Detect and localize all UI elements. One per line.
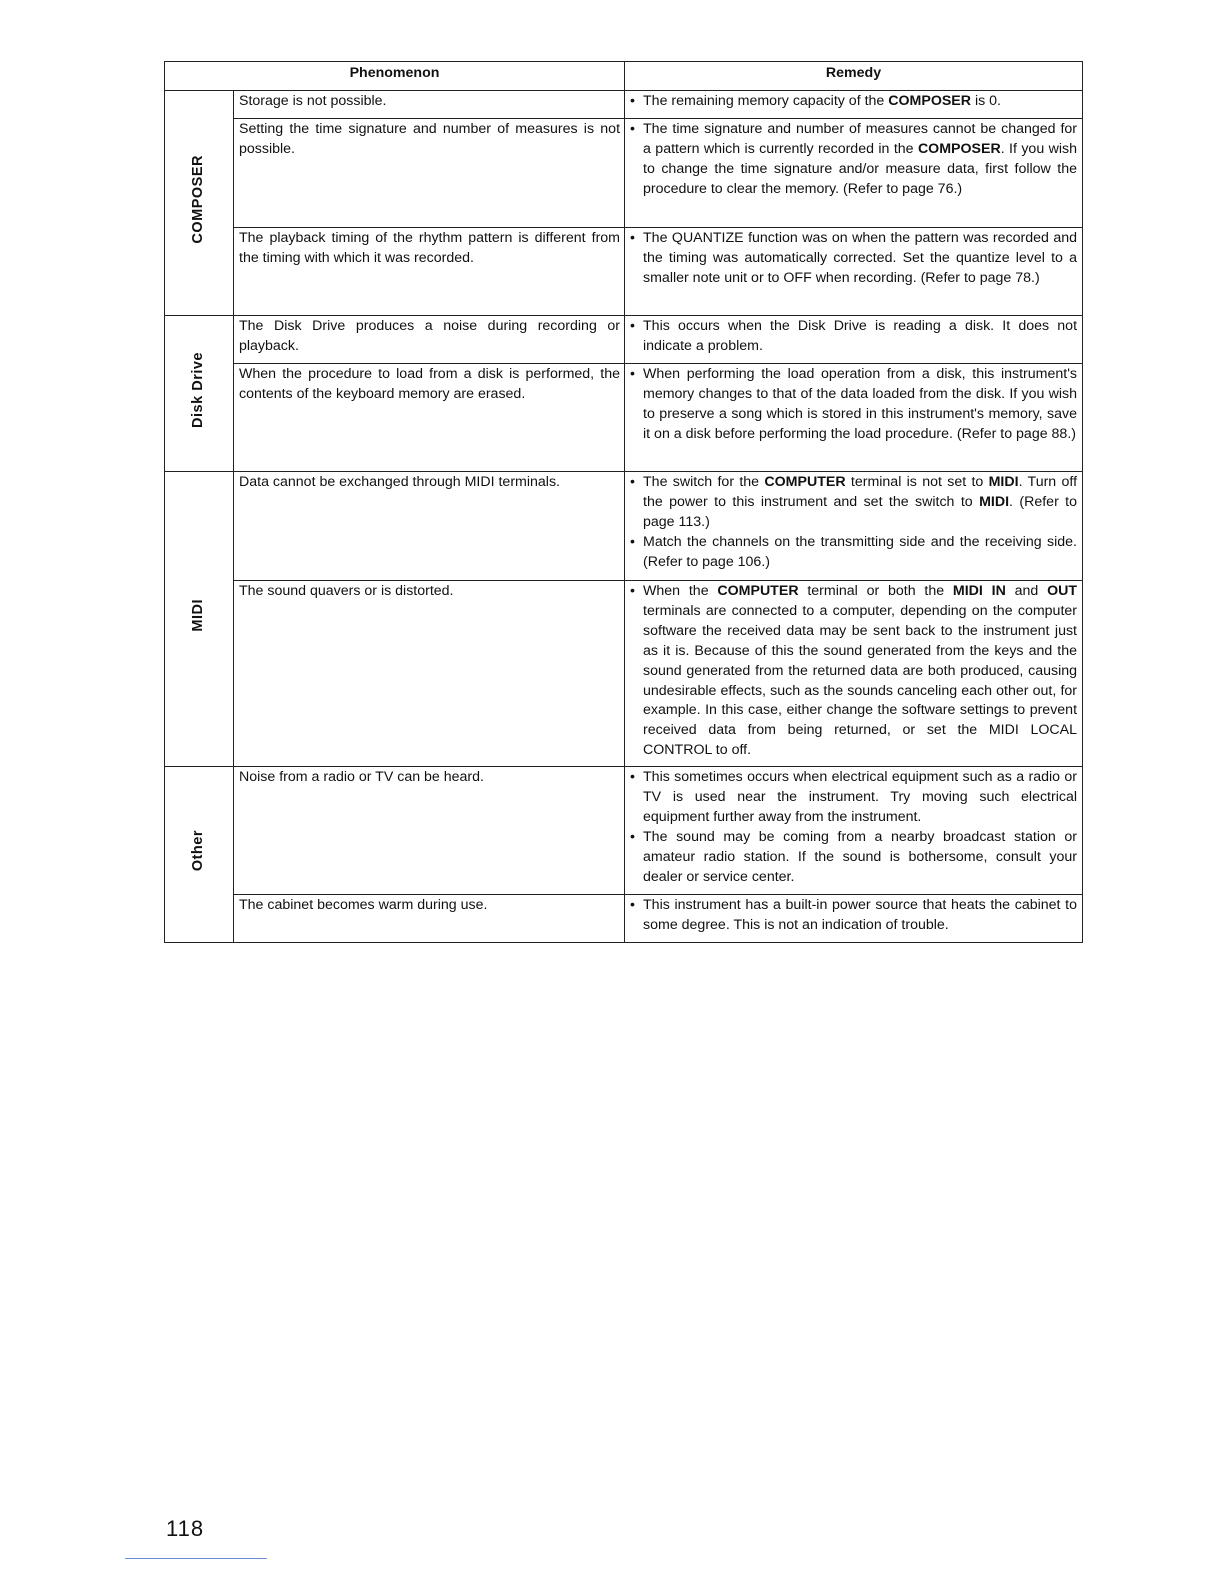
remedy-cell (625, 119, 1083, 228)
phenomenon-cell: The cabinet becomes warm during use. (234, 895, 625, 943)
text-run: This instrument has a built-in power source that heats the cabinet to some degree. This is not an indication of trouble. (643, 897, 1078, 933)
remedy-cell (625, 364, 1083, 472)
remedy-item (629, 473, 1077, 533)
remedy-item (629, 365, 1077, 445)
table-row (165, 581, 1083, 767)
table-row (165, 895, 1083, 943)
table-body (165, 91, 1083, 943)
remedy-cell (625, 228, 1083, 316)
text-run: terminal is not set to (845, 474, 989, 490)
text-run: Match the channels on the transmitting side and the receiving side. (Refer to page 106.) (643, 533, 1078, 570)
bold-term: COMPUTER (764, 474, 846, 490)
remedy-cell (625, 767, 1083, 895)
page-number: 118 (166, 1516, 205, 1541)
remedy-item (629, 92, 1077, 112)
category-cell-disk-drive (165, 316, 234, 472)
bold-term: MIDI (988, 474, 1019, 490)
text-run: is 0. (971, 93, 1001, 109)
table-row (165, 472, 1083, 581)
remedy-cell (625, 581, 1083, 767)
text-run: The remaining memory capacity of the (643, 93, 889, 109)
text-run: The switch for the (643, 474, 765, 490)
bold-term: MIDI (979, 493, 1010, 510)
category-label: Other (190, 830, 207, 872)
footer-rule (125, 1558, 267, 1559)
phenomenon-cell: Data cannot be exchanged through MIDI terminals. (234, 472, 625, 581)
phenomenon-cell: When the procedure to load from a disk is performed, the contents of the keyboard memory are erased. (234, 364, 625, 472)
phenomenon-header: Phenomenon (165, 62, 625, 91)
table-row (165, 316, 1083, 364)
remedy-cell (625, 472, 1083, 581)
text-run: . (Refer to page 113.) (643, 493, 1078, 530)
remedy-cell (625, 316, 1083, 364)
text-run: When the (643, 583, 718, 599)
text-run: . Turn off the power to this instrument and set the switch to (643, 474, 1078, 510)
bold-term: OUT (1047, 583, 1078, 599)
text-run: . If you wish to change the time signature and/or measure data, first follow the procedure to clear the memory. (Refer to page 76.) (643, 140, 1078, 197)
phenomenon-cell: The playback timing of the rhythm pattern is different from the timing with which it was recorded. (234, 228, 625, 316)
phenomenon-cell: The sound quavers or is distorted. (234, 581, 625, 767)
remedy-item (629, 768, 1077, 828)
remedy-item (629, 229, 1077, 289)
remedy-item (629, 317, 1077, 357)
bold-term: COMPOSER (888, 93, 972, 109)
category-cell-composer (165, 91, 234, 316)
header-row (165, 62, 1083, 91)
text-run: The sound may be coming from a nearby broadcast station or amateur radio station. If the sound is bothersome, consult your dealer or service center. (643, 828, 1078, 885)
troubleshooting-table (164, 61, 1083, 943)
category-label: MIDI (190, 599, 207, 632)
remedy-item (629, 120, 1077, 200)
phenomenon-cell: Noise from a radio or TV can be heard. (234, 767, 625, 895)
text-run: This occurs when the Disk Drive is reading a disk. It does not indicate a problem. (643, 318, 1078, 354)
text-run: When performing the load operation from a disk, this instrument's memory changes to that of the data loaded from the disk. If you wish to preserve a song which is stored in this instrument's memory, save it on a disk before performing the load procedure. (Refer to page 88.) (643, 366, 1078, 442)
text-run: terminal or both the (798, 583, 953, 599)
remedy-item (629, 896, 1077, 936)
text-run: terminals are connected to a computer, depending on the computer software the received data may be sent back to the instrument just as it is. Because of this the sound generated from the keys and the sound generated from the returned data are both produced, causing undesirable effects, such as the sounds canceling each other out, for example. In this case, either change the software settings to prevent received data from being returned, or set the MIDI LOCAL CONTROL to off. (643, 602, 1078, 759)
table-row (165, 767, 1083, 895)
remedy-item (629, 828, 1077, 888)
remedy-header: Remedy (625, 62, 1083, 91)
text-run: This sometimes occurs when electrical equipment such as a radio or TV is used near the instrument. Try moving such electrical equipment further away from the instrument. (643, 769, 1078, 825)
bold-term: MIDI IN (952, 583, 1006, 599)
phenomenon-cell: Setting the time signature and number of measures is not possible. (234, 119, 625, 228)
text-run: and (1005, 583, 1048, 599)
remedy-cell (625, 895, 1083, 943)
category-label: COMPOSER (190, 155, 207, 244)
category-cell-midi (165, 472, 234, 767)
text-run: The QUANTIZE function was on when the pattern was recorded and the timing was automatically corrected. Set the quantize level to a smaller note unit or to OFF when recording. (Refer to page 78.) (643, 230, 1078, 286)
phenomenon-cell: Storage is not possible. (234, 91, 625, 119)
remedy-item (629, 582, 1077, 761)
table-row (165, 364, 1083, 472)
bold-term: COMPOSER (917, 140, 1001, 157)
category-cell-other (165, 767, 234, 943)
remedy-item (629, 533, 1077, 573)
remedy-cell (625, 91, 1083, 119)
text-run: The time signature and number of measures cannot be changed for a pattern which is currently recorded in the (643, 121, 1078, 157)
bold-term: COMPUTER (717, 583, 799, 599)
table-row (165, 91, 1083, 119)
table-row (165, 119, 1083, 228)
category-label: Disk Drive (190, 352, 207, 429)
phenomenon-cell: The Disk Drive produces a noise during recording or playback. (234, 316, 625, 364)
table-row (165, 228, 1083, 316)
